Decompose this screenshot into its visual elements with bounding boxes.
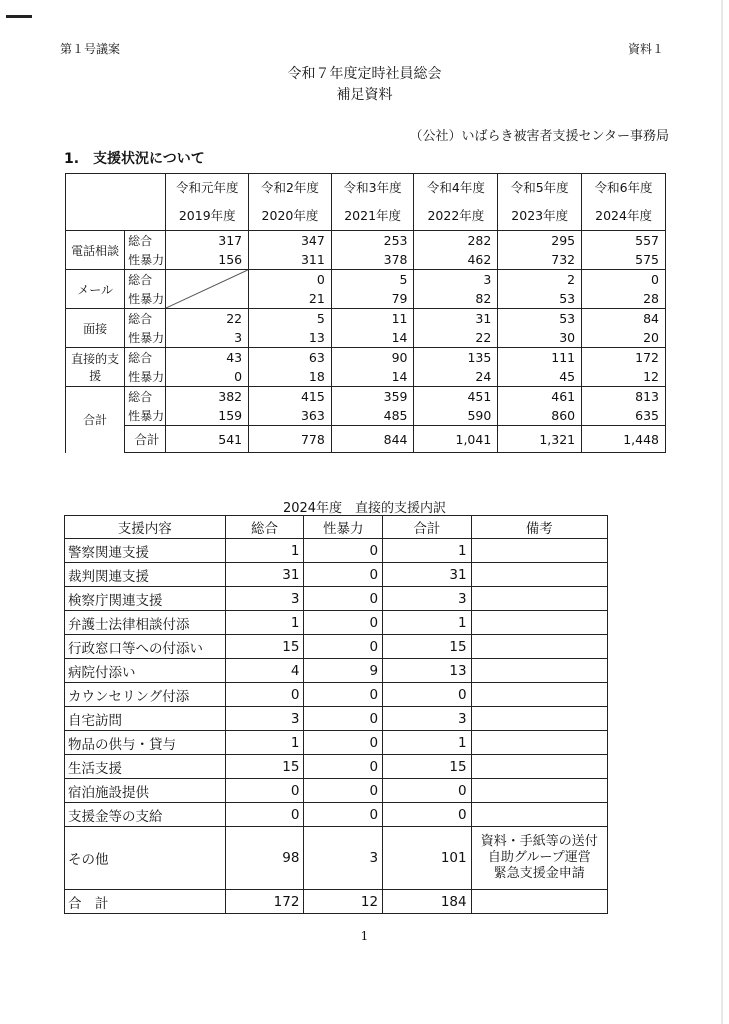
table-row	[65, 707, 608, 731]
notes-cell	[471, 587, 607, 611]
document-number: 資料１	[627, 42, 664, 56]
value-cell: 0	[225, 683, 304, 707]
direct-support-breakdown-table	[64, 515, 608, 914]
notes-cell	[471, 539, 607, 563]
table-row	[65, 683, 608, 707]
value-cell: 15	[225, 635, 304, 659]
year-header	[249, 174, 332, 231]
section-heading: 1. 支援状況について	[64, 151, 205, 167]
row-label: 検察庁関連支援	[65, 587, 226, 611]
value-cell: 24	[414, 367, 498, 387]
value-cell: 0	[304, 755, 383, 779]
page-subtitle: 補足資料	[336, 87, 393, 103]
table-row	[66, 270, 666, 290]
value-cell: 0	[304, 587, 383, 611]
value-cell: 363	[249, 406, 332, 426]
value-cell: 101	[383, 827, 472, 890]
value-cell: 311	[249, 250, 332, 270]
breakdown-rows	[65, 539, 608, 827]
column-header: 備考	[471, 516, 607, 539]
table-row	[65, 611, 608, 635]
notes-cell	[471, 659, 607, 683]
value-cell: 15	[225, 755, 304, 779]
scan-mark	[6, 15, 32, 18]
year-label: 2019年度	[178, 208, 236, 223]
year-header	[166, 174, 249, 231]
value-cell: 1	[383, 539, 472, 563]
value-cell: 18	[249, 367, 332, 387]
value-cell: 31	[383, 563, 472, 587]
sub-label: 性暴力	[125, 328, 166, 348]
support-status-table	[65, 173, 666, 453]
value-cell: 295	[498, 231, 582, 251]
empty-diagonal-cell	[166, 270, 249, 309]
value-cell: 317	[166, 231, 249, 251]
era-label: 令和3年度	[343, 180, 402, 195]
value-cell: 11	[331, 309, 414, 329]
sub-label: 性暴力	[125, 289, 166, 309]
year-label: 2022年度	[427, 208, 485, 223]
value-cell: 172	[225, 890, 304, 914]
notes-cell	[471, 611, 607, 635]
value-cell: 1	[225, 731, 304, 755]
grand-total-cell: 844	[331, 426, 414, 453]
grand-total-cell: 778	[249, 426, 332, 453]
table-row	[66, 250, 666, 270]
value-cell: 557	[582, 231, 666, 251]
value-cell: 2	[498, 270, 582, 290]
value-cell: 0	[304, 731, 383, 755]
value-cell: 159	[166, 406, 249, 426]
grand-total-cell: 1,448	[582, 426, 666, 453]
value-cell: 461	[498, 387, 582, 407]
notes-cell	[471, 707, 607, 731]
year-label: 2020年度	[261, 208, 319, 223]
value-cell: 0	[304, 563, 383, 587]
value-cell: 253	[331, 231, 414, 251]
value-cell: 14	[331, 328, 414, 348]
value-cell: 53	[498, 289, 582, 309]
value-cell: 0	[304, 611, 383, 635]
notes-cell	[471, 563, 607, 587]
table-row	[65, 803, 608, 827]
grand-total-row	[66, 426, 666, 453]
row-label: 病院付添い	[65, 659, 226, 683]
value-cell: 84	[582, 309, 666, 329]
grand-total-cell: 541	[166, 426, 249, 453]
sub-label: 総合	[125, 231, 166, 251]
year-header	[582, 174, 666, 231]
value-cell: 3	[304, 827, 383, 890]
value-cell: 22	[166, 309, 249, 329]
value-cell: 575	[582, 250, 666, 270]
notes-cell	[471, 779, 607, 803]
value-cell: 30	[498, 328, 582, 348]
value-cell: 0	[304, 803, 383, 827]
value-cell: 0	[304, 707, 383, 731]
value-cell: 0	[383, 779, 472, 803]
breakdown-table-title: 2024年度 直接的支援内訳	[282, 501, 447, 516]
era-label: 令和6年度	[594, 180, 653, 195]
value-cell: 156	[166, 250, 249, 270]
value-cell: 1	[383, 611, 472, 635]
era-label: 令和4年度	[426, 180, 485, 195]
row-label: 裁判関連支援	[65, 563, 226, 587]
year-header	[498, 174, 582, 231]
note-line: 緊急支援金申請	[493, 866, 585, 881]
value-cell: 135	[414, 348, 498, 368]
row-label: 行政窓口等への付添い	[65, 635, 226, 659]
category-label: 面接	[66, 309, 125, 348]
table-row	[66, 309, 666, 329]
corner-cell	[66, 174, 166, 231]
value-cell: 0	[166, 367, 249, 387]
value-cell: 111	[498, 348, 582, 368]
value-cell: 282	[414, 231, 498, 251]
category-label: 電話相談	[66, 231, 125, 270]
value-cell: 0	[225, 803, 304, 827]
value-cell: 79	[331, 289, 414, 309]
value-cell: 45	[498, 367, 582, 387]
value-cell: 3	[414, 270, 498, 290]
sub-label: 総合	[125, 270, 166, 290]
notes-cell	[471, 683, 607, 707]
notes-cell	[471, 827, 607, 890]
value-cell: 382	[166, 387, 249, 407]
notes-cell	[471, 635, 607, 659]
value-cell: 860	[498, 406, 582, 426]
row-label: 弁護士法律相談付添	[65, 611, 226, 635]
table-row	[65, 539, 608, 563]
table-row	[66, 289, 666, 309]
value-cell: 13	[249, 328, 332, 348]
value-cell: 20	[582, 328, 666, 348]
value-cell: 15	[383, 635, 472, 659]
value-cell: 0	[304, 635, 383, 659]
value-cell: 184	[383, 890, 472, 914]
value-cell: 485	[331, 406, 414, 426]
totals-row	[65, 890, 608, 914]
value-cell: 22	[414, 328, 498, 348]
value-cell: 31	[225, 563, 304, 587]
year-label: 2021年度	[344, 208, 402, 223]
value-cell: 451	[414, 387, 498, 407]
category-label: 直接的支援	[66, 348, 125, 387]
year-header	[414, 174, 498, 231]
year-label: 2023年度	[511, 208, 569, 223]
year-header	[331, 174, 414, 231]
value-cell: 9	[304, 659, 383, 683]
table-row	[66, 348, 666, 368]
table-row	[65, 755, 608, 779]
table-row	[66, 231, 666, 251]
value-cell: 43	[166, 348, 249, 368]
value-cell: 813	[582, 387, 666, 407]
value-cell: 3	[383, 587, 472, 611]
sub-label: 総合	[125, 348, 166, 368]
value-cell: 0	[383, 683, 472, 707]
category-label: メール	[66, 270, 125, 309]
value-cell: 5	[249, 309, 332, 329]
year-header-row	[66, 174, 666, 231]
value-cell: 359	[331, 387, 414, 407]
value-cell: 1	[225, 539, 304, 563]
value-cell: 28	[582, 289, 666, 309]
note-line: 資料・手紙等の送付	[480, 834, 598, 849]
row-label: 宿泊施設提供	[65, 779, 226, 803]
agenda-label: 第１号議案	[60, 42, 121, 56]
table-row	[65, 563, 608, 587]
notes-cell	[471, 731, 607, 755]
value-cell: 3	[225, 587, 304, 611]
value-cell: 0	[582, 270, 666, 290]
page-number: 1	[360, 929, 369, 943]
row-label: カウンセリング付添	[65, 683, 226, 707]
value-cell: 82	[414, 289, 498, 309]
value-cell: 14	[331, 367, 414, 387]
value-cell: 0	[383, 803, 472, 827]
notes-cell	[471, 890, 607, 914]
value-cell: 590	[414, 406, 498, 426]
era-label: 令和5年度	[510, 180, 569, 195]
era-label: 令和元年度	[176, 180, 239, 195]
page-title: 令和７年度定時社員総会	[287, 66, 442, 82]
row-label: 生活支援	[65, 755, 226, 779]
notes-cell	[471, 803, 607, 827]
grand-total-label: 合計	[125, 426, 166, 453]
value-cell: 63	[249, 348, 332, 368]
row-label: 物品の供与・貸与	[65, 731, 226, 755]
value-cell: 732	[498, 250, 582, 270]
note-line: 自助グループ運営	[487, 850, 591, 865]
value-cell: 1	[225, 611, 304, 635]
table-row	[66, 367, 666, 387]
year-label: 2024年度	[595, 208, 652, 223]
value-cell: 21	[249, 289, 332, 309]
value-cell: 462	[414, 250, 498, 270]
row-label: 支援金等の支給	[65, 803, 226, 827]
organization-name: （公社）いばらき被害者支援センター事務局	[409, 129, 669, 144]
value-cell: 0	[225, 779, 304, 803]
value-cell: 635	[582, 406, 666, 426]
value-cell: 4	[225, 659, 304, 683]
column-header: 総合	[225, 516, 304, 539]
table-row	[65, 659, 608, 683]
value-cell: 0	[249, 270, 332, 290]
grand-total-cell: 1,041	[414, 426, 498, 453]
row-label: 警察関連支援	[65, 539, 226, 563]
value-cell: 415	[249, 387, 332, 407]
table-row	[65, 779, 608, 803]
sub-label: 総合	[125, 309, 166, 329]
row-label: 合 計	[65, 890, 226, 914]
table-row	[65, 731, 608, 755]
value-cell: 347	[249, 231, 332, 251]
diagonal-line	[166, 270, 248, 308]
value-cell: 0	[304, 779, 383, 803]
category-label: 合計	[66, 387, 125, 453]
grand-total-cell: 1,321	[498, 426, 582, 453]
value-cell: 90	[331, 348, 414, 368]
table-row	[65, 635, 608, 659]
value-cell: 3	[225, 707, 304, 731]
value-cell: 5	[331, 270, 414, 290]
sub-label: 総合	[125, 387, 166, 407]
sub-label: 性暴力	[125, 250, 166, 270]
table-row	[66, 406, 666, 426]
value-cell: 378	[331, 250, 414, 270]
value-cell: 12	[582, 367, 666, 387]
value-cell: 3	[383, 707, 472, 731]
value-cell: 13	[383, 659, 472, 683]
value-cell: 15	[383, 755, 472, 779]
header-row	[65, 516, 608, 539]
value-cell: 12	[304, 890, 383, 914]
notes-cell	[471, 755, 607, 779]
row-label: その他	[65, 827, 226, 890]
table-row	[66, 387, 666, 407]
value-cell: 31	[414, 309, 498, 329]
column-header: 性暴力	[304, 516, 383, 539]
value-cell: 1	[383, 731, 472, 755]
column-header: 合計	[383, 516, 472, 539]
table-row	[66, 328, 666, 348]
row-label: 自宅訪問	[65, 707, 226, 731]
column-header: 支援内容	[65, 516, 226, 539]
era-label: 令和2年度	[260, 180, 319, 195]
sub-label: 性暴力	[125, 406, 166, 426]
value-cell: 98	[225, 827, 304, 890]
value-cell: 0	[304, 539, 383, 563]
value-cell: 3	[166, 328, 249, 348]
value-cell: 172	[582, 348, 666, 368]
value-cell: 53	[498, 309, 582, 329]
sub-label: 性暴力	[125, 367, 166, 387]
value-cell: 0	[304, 683, 383, 707]
table-row-other	[65, 827, 608, 890]
table-row	[65, 587, 608, 611]
